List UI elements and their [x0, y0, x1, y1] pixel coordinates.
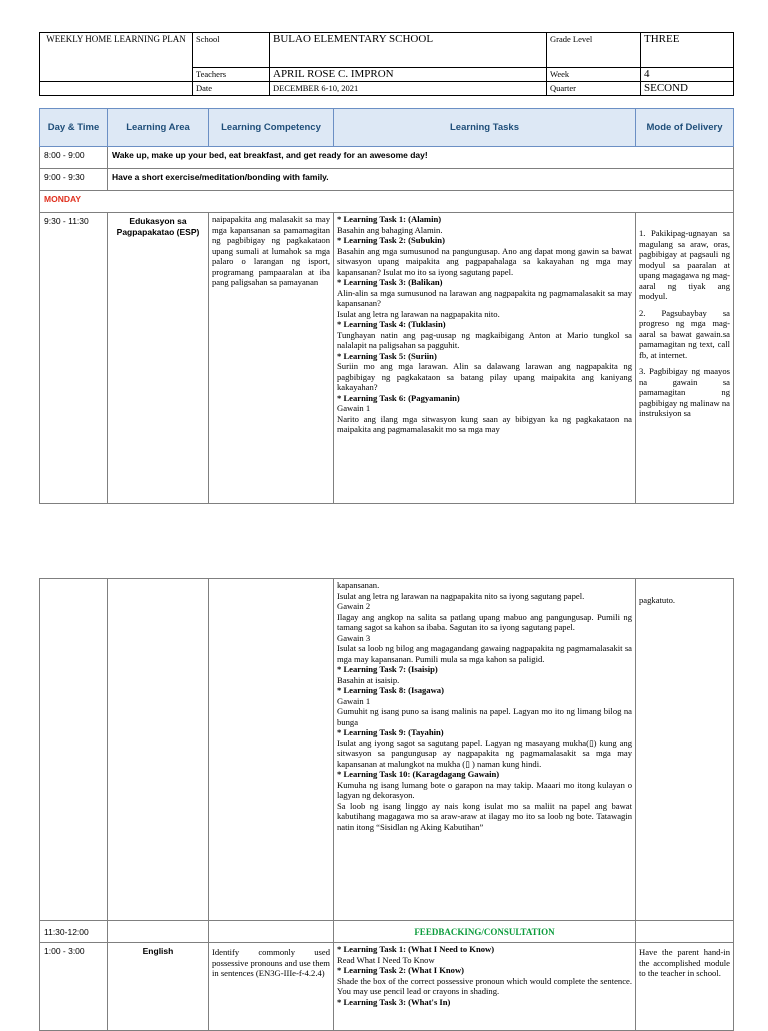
- task-body: kapansanan.: [337, 580, 380, 590]
- date-label: Date: [193, 82, 270, 96]
- empty-cell: [209, 579, 334, 921]
- task-body: Narito ang ilang mga sitwasyon kung saan ay bibigyan ka ng pagkakataon na maipakita ang pagmamalasakit mo sa mga may: [337, 413, 632, 434]
- col-header-learning-area: Learning Area: [108, 109, 209, 147]
- esp-time: 9:30 - 11:30: [40, 213, 108, 504]
- mode-item: 1. Pakikipag-ugnayan sa magulang sa araw, oras, pagbibigay at pagsauli ng modyul sa paaralan at upang magagawa ng mag-aaral ng tiyak ang modyul.: [639, 228, 730, 301]
- task-body: Basahin at isaisip.: [337, 674, 400, 685]
- task-item: [337, 664, 632, 685]
- table-row: [40, 169, 734, 191]
- col-header-mode: Mode of Delivery: [636, 109, 734, 147]
- task-title: * Learning Task 4: (Tuklasin): [337, 319, 446, 329]
- english-tasks: [334, 943, 636, 1031]
- task-item: [337, 277, 632, 309]
- english-time: 1:00 - 3:00: [40, 943, 108, 1031]
- task-item: [337, 214, 632, 235]
- english-mode-of-delivery: Have the parent hand-in the accomplished module to the teacher in school.: [636, 943, 734, 1031]
- task-title: * Learning Task 8: (Isagawa): [337, 685, 444, 695]
- esp-competency: naipapakita ang malasakit sa may mga kapansanan sa pamamagitan ng pagbibigay ng pagkakataon upang sumali at lumahok sa mga palaro o larangan ng isport, programang pampaaralan at iba pang paligsahan sa pamayanan: [209, 213, 334, 504]
- feedback-time: 11:30-12:00: [40, 921, 108, 943]
- task-title: * Learning Task 7: (Isaisip): [337, 664, 438, 674]
- col-header-competency: Learning Competency: [209, 109, 334, 147]
- task-item: [337, 414, 632, 435]
- task-title: * Learning Task 10: (Karagdagang Gawain): [337, 769, 500, 779]
- task-body: Suriin mo ang mga larawan. Alin sa dalawang larawan ang nagpapakita ng pagbibigay ng pagkakataon sa batang pilay upang maipakita ang kaniyang kakayahan?: [337, 361, 632, 392]
- table-row-english: [40, 943, 734, 1031]
- row-activity: Have a short exercise/meditation/bonding with family.: [108, 169, 734, 191]
- plan-table-page1: [39, 108, 734, 504]
- esp-tasks: [334, 213, 636, 504]
- task-item: [337, 727, 632, 769]
- col-header-tasks: Learning Tasks: [334, 109, 636, 147]
- english-learning-area: English: [108, 943, 209, 1031]
- empty-cell: [40, 579, 108, 921]
- task-body: Alin-alin sa mga sumusunod na larawan ang nagpapakita ng pagmamalasakit sa may kapansanan?: [337, 287, 632, 308]
- esp-task-list: [337, 214, 632, 502]
- row-activity: Wake up, make up your bed, eat breakfast, and get ready for an awesome day!: [108, 147, 734, 169]
- task-body: Sa loob ng isang linggo ay nais kong isulat mo sa maliit na papel ang bawat kabutihang magagawa mo sa araw-araw at ilagay mo ito sa loob ng bote. Tatawagin natin itong “Sisidlan ng Aking Kabutihan”: [337, 800, 632, 832]
- task-item: [337, 351, 632, 393]
- task-item: [337, 944, 632, 965]
- mode-continued: pagkatuto.: [636, 579, 734, 921]
- task-body: Gawain 3: [337, 632, 371, 643]
- table-header-row: [40, 109, 734, 147]
- task-item: [337, 309, 632, 320]
- feedback-label: FEEDBACKING/CONSULTATION: [334, 921, 636, 943]
- day-row: [40, 191, 734, 213]
- task-item: [337, 997, 632, 1008]
- task-item: [337, 580, 632, 591]
- mode-item: 2. Pagsubaybay sa progreso ng mga mag-aaral sa bawat gawain.sa pamamagitan ng text, call fb, at internet.: [639, 307, 730, 360]
- blank-cell: [40, 82, 193, 96]
- task-item: [337, 685, 632, 706]
- task-body: Isulat ang iyong sagot sa sagutang papel. Lagyan ng masayang mukha(▯) kung ang sitwasyon sa pangungusap ay nagpapakita ng pagmamalasakit sa mga may kapansanan at malungkot na mukha (▯ ) naman kung hindi.: [337, 737, 632, 769]
- school-label: School: [193, 33, 270, 68]
- task-body: Kumuha ng isang lumang bote o garapon na may takip. Maaari mo itong kulayan o lagyan ng dekorasyon.: [337, 779, 632, 800]
- task-item: [337, 612, 632, 633]
- empty-cell: [108, 921, 209, 943]
- day-label: MONDAY: [40, 191, 734, 213]
- task-body: Isulat ang letra ng larawan na nagpapakita nito sa iyong sagutang papel.: [337, 590, 585, 601]
- plan-table-page2: [39, 578, 734, 1031]
- empty-cell: [108, 579, 209, 921]
- task-body: Isulat sa loob ng bilog ang magagandang gawaing nagpapakita ng pagmamalasakit sa mga may kapansanan. Pumili mula sa mga kahon sa paligid.: [337, 643, 632, 664]
- week-label: Week: [547, 68, 641, 82]
- task-title: * Learning Task 1: (What I Need to Know): [337, 944, 495, 954]
- teachers-value: APRIL ROSE C. IMPRON: [270, 68, 547, 82]
- task-item: [337, 801, 632, 833]
- task-body: Shade the box of the correct possessive pronoun which would complete the sentence. You may use pencil lead or crayons in shading.: [337, 975, 632, 996]
- empty-cell: [636, 921, 734, 943]
- task-title: * Learning Task 3: (Balikan): [337, 277, 443, 287]
- task-item: [337, 965, 632, 997]
- esp-learning-area: Edukasyon sa Pagpapakatao (ESP): [108, 213, 209, 504]
- table-row-esp: [40, 213, 734, 504]
- task-item: [337, 769, 632, 801]
- week-value: 4: [641, 68, 734, 82]
- school-value: BULAO ELEMENTARY SCHOOL: [270, 33, 547, 68]
- task-title: * Learning Task 1: (Alamin): [337, 214, 442, 224]
- task-item: [337, 633, 632, 644]
- table-row: [40, 147, 734, 169]
- task-title: * Learning Task 5: (Suriin): [337, 350, 437, 361]
- quarter-label: Quarter: [547, 82, 641, 96]
- table-row-esp-continued: [40, 579, 734, 921]
- task-body: Isulat ang letra ng larawan na nagpapakita nito.: [337, 308, 500, 319]
- task-title: * Learning Task 2: (What I Know): [337, 965, 465, 975]
- teachers-label: Teachers: [193, 68, 270, 82]
- task-title: * Learning Task 6: (Pagyamanin): [337, 392, 460, 403]
- task-body: Ilagay ang angkop na salita sa patlang upang mabuo ang pangungusap. Pumili ng tamang sagot sa kahon sa ibaba. Sagutan ito sa iyong sagutang papel.: [337, 611, 632, 632]
- task-title: * Learning Task 9: (Tayahin): [337, 727, 444, 737]
- row-time: 9:00 - 9:30: [40, 169, 108, 191]
- mode-item: 3. Pagbibigay ng maayos na gawain sa pamamagitan ng pagbibigay ng malinaw na instruksiyon sa: [639, 366, 730, 418]
- task-body: Gumuhit ng isang puno sa isang malinis na papel. Lagyan mo ito ng limang bilog na bunga: [337, 706, 632, 727]
- row-time: 8:00 - 9:00: [40, 147, 108, 169]
- esp-mode-of-delivery: [636, 213, 734, 504]
- esp-mode-list: [639, 214, 730, 502]
- task-item: [337, 591, 632, 602]
- feedback-row: [40, 921, 734, 943]
- task-body: Basahin ang bahaging Alamin.: [337, 224, 443, 235]
- esp-tasks-continued: [334, 579, 636, 921]
- task-title: * Learning Task 3: (What's In): [337, 996, 451, 1007]
- task-item: [337, 643, 632, 664]
- col-header-day-time: Day & Time: [40, 109, 108, 147]
- task-item: [337, 601, 632, 612]
- grade-value: THREE: [641, 33, 734, 68]
- plan-title: WEEKLY HOME LEARNING PLAN: [40, 33, 193, 82]
- task-body: Gawain 2: [337, 601, 371, 611]
- task-body: Read What I Need To Know: [337, 954, 435, 965]
- header-table: [39, 32, 734, 96]
- grade-label: Grade Level: [547, 33, 641, 68]
- task-body: Basahin ang mga sumusunod na pangungusap. Ano ang dapat mong gawin sa bawat sitwasyon upang maipakita ang pagpapahalaga sa kakayahan ng mga may kapansanan? Isulat mo ito sa iyong sagutang papel.: [337, 245, 632, 277]
- task-item: [337, 235, 632, 277]
- task-body: Gawain 1: [337, 403, 371, 413]
- task-item: [337, 319, 632, 351]
- task-item: [337, 393, 632, 414]
- task-body: Gawain 1: [337, 695, 371, 706]
- date-value: DECEMBER 6-10, 2021: [270, 82, 547, 96]
- empty-cell: [209, 921, 334, 943]
- english-competency: Identify commonly used possessive pronouns and use them in sentences (EN3G-IIIe-f-4.2.4): [209, 943, 334, 1031]
- quarter-value: SECOND: [641, 82, 734, 96]
- task-title: * Learning Task 2: (Subukin): [337, 235, 445, 245]
- task-body: Tunghayan natin ang pag-uusap ng magkaibigang Anton at Mario tungkol sa nalalapit na paligsahan sa pagguhit.: [337, 329, 632, 350]
- task-item: [337, 706, 632, 727]
